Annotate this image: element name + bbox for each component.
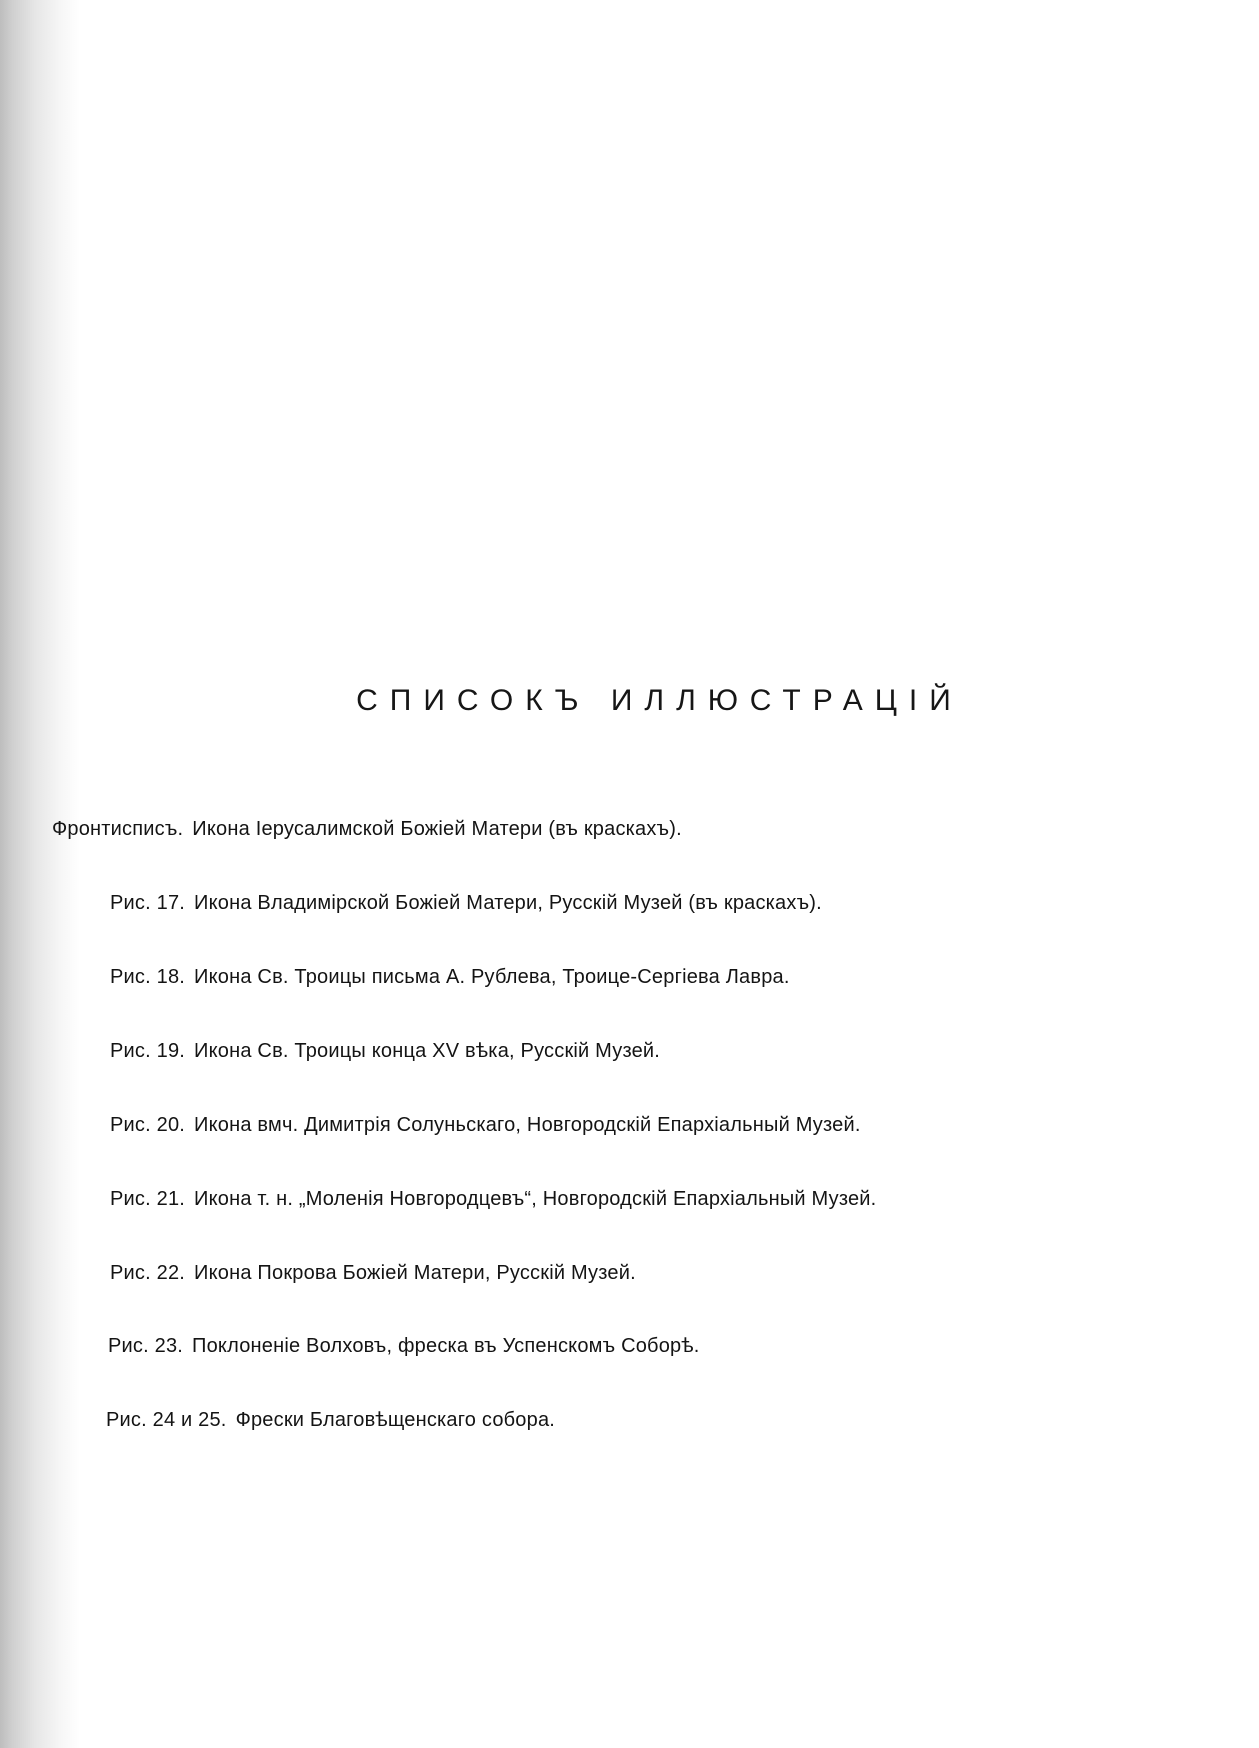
entry-label: Рис. 24 и 25. (106, 1409, 227, 1431)
entry-text: Икона Покрова Божіей Матери, Русскій Музей. (194, 1262, 636, 1284)
entry-label: Рис. 21. (110, 1188, 186, 1210)
entry-label: Рис. 19. (110, 1040, 186, 1062)
entry-label: Рис. 20. (110, 1114, 186, 1136)
list-item-fig-23 (108, 1335, 700, 1358)
entry-text: Икона Св. Троицы конца XV вѣка, Русскій Музей. (194, 1040, 661, 1062)
list-item-fig-18 (110, 966, 790, 989)
list-item-fig-19 (110, 1040, 660, 1063)
entry-label: Рис. 23. (108, 1335, 184, 1357)
list-item-fig-17 (110, 892, 822, 915)
entry-text: Икона Іерусалимской Божіей Матери (въ краскахъ). (192, 818, 682, 840)
list-item-frontispiece (52, 818, 682, 841)
entry-text: Икона Владимірской Божіей Матери, Русскій Музей (въ краскахъ). (194, 892, 822, 914)
entry-label: Фронтисписъ. (52, 818, 184, 840)
entry-text: Поклоненіе Волховъ, фреска въ Успенскомъ Соборѣ. (192, 1335, 700, 1357)
list-item-fig-24-25 (106, 1409, 555, 1432)
entry-text: Фрески Благовѣщенскаго собора. (235, 1409, 556, 1431)
list-item-fig-20 (110, 1114, 861, 1137)
list-item-fig-21 (110, 1188, 876, 1211)
entry-label: Рис. 17. (110, 892, 186, 914)
entry-text: Икона Св. Троицы письма А. Рублева, Троице-Сергіева Лавра. (194, 966, 790, 988)
entry-text: Икона т. н. „Моленія Новгородцевъ“, Новгородскій Епархіальный Музей. (194, 1188, 877, 1210)
binding-shadow (0, 0, 80, 1748)
entry-label: Рис. 18. (110, 966, 186, 988)
entry-text: Икона вмч. Димитрія Солуньскаго, Новгородскій Епархіальный Музей. (194, 1114, 861, 1136)
entry-label: Рис. 22. (110, 1262, 186, 1284)
page-title: СПИСОКЪ ИЛЛЮСТРАЦІЙ (356, 684, 963, 717)
list-item-fig-22 (110, 1262, 636, 1285)
